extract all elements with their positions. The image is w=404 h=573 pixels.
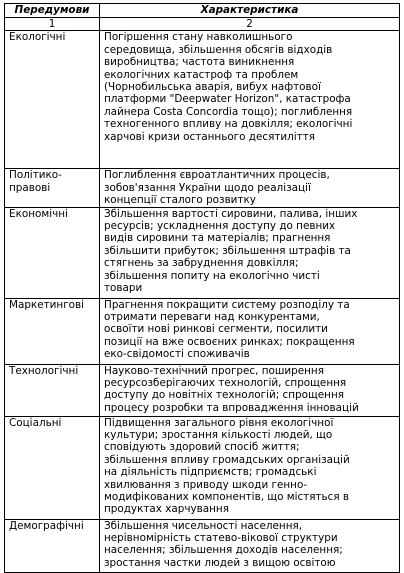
table-row-demographic: [5, 519, 400, 572]
table-row-political-legal: [5, 169, 400, 207]
premise-cell: Маркетингові: [5, 298, 100, 364]
premise-cell: Технологічні: [5, 364, 100, 416]
column-number-2: 2: [100, 18, 400, 31]
table-row-marketing: [5, 298, 400, 364]
column-number-row: [5, 18, 400, 31]
header-premises: Передумови: [5, 4, 100, 18]
premise-cell: Соціальні: [5, 416, 100, 519]
table-row-ecological: [5, 31, 400, 169]
table-row-social: [5, 416, 400, 519]
description-cell: Збільшення чисельності населення, нерівномірність статево-вікової структури населення; збільшення доходів населення; зростання частки людей з вищою освітою: [100, 519, 400, 572]
description-cell: Прагнення покращити систему розподілу та отримати переваги над конкурентами, освоїти нові ринкові сегменти, посилити позиції на вже освоєних ринках; покращення еко-свідомості споживачів: [100, 298, 400, 364]
header-row: [5, 4, 400, 18]
description-cell: Погіршення стану навколишнього середовища, збільшення обсягів відходів виробництва; частота виникнення екологічних катастроф та проблем (Чорнобильська аварія, вибух нафтової платформи "Deepwater Horizon", катастрофа лайнера Costa Concordia тощо); поглиблення техногенного впливу на довкілля; екологічні харчові кризи останнього десятиліття: [100, 31, 400, 169]
premise-cell: Екологічні: [5, 31, 100, 169]
description-cell: Поглиблення євроатлантичних процесів, зобов'язання України щодо реалізації концепції сталого розвитку: [100, 169, 400, 207]
description-cell: Науково-технічний прогрес, поширення ресурсозберігаючих технологій, спрощення доступу до новітніх технологій; спрощення процесу розробки та впровадження інновацій: [100, 364, 400, 416]
table-row-economic: [5, 207, 400, 298]
header-characteristics: Характеристика: [100, 4, 400, 18]
table-row-technological: [5, 364, 400, 416]
prerequisites-table: [4, 3, 400, 573]
premise-cell: Політико-правові: [5, 169, 100, 207]
premise-cell: Демографічні: [5, 519, 100, 572]
description-cell: Підвищення загального рівня екологічної культури; зростання кількості людей, що сповідують здоровий спосіб життя; збільшення впливу громадських організацій на діяльність підприємств; громадські хвилювання з приводу шкоди генно- модифікованих компонентів, що містяться в продуктах харчування: [100, 416, 400, 519]
description-cell: Збільшення вартості сировини, палива, інших ресурсів; ускладнення доступу до певних видів сировини та матеріалів; прагнення збільшити прибуток; збільшення штрафів та стягнень за забруднення довкілля; збільшення попиту на екологічно чисті товари: [100, 207, 400, 298]
premise-cell: Економічні: [5, 207, 100, 298]
column-number-1: 1: [5, 18, 100, 31]
